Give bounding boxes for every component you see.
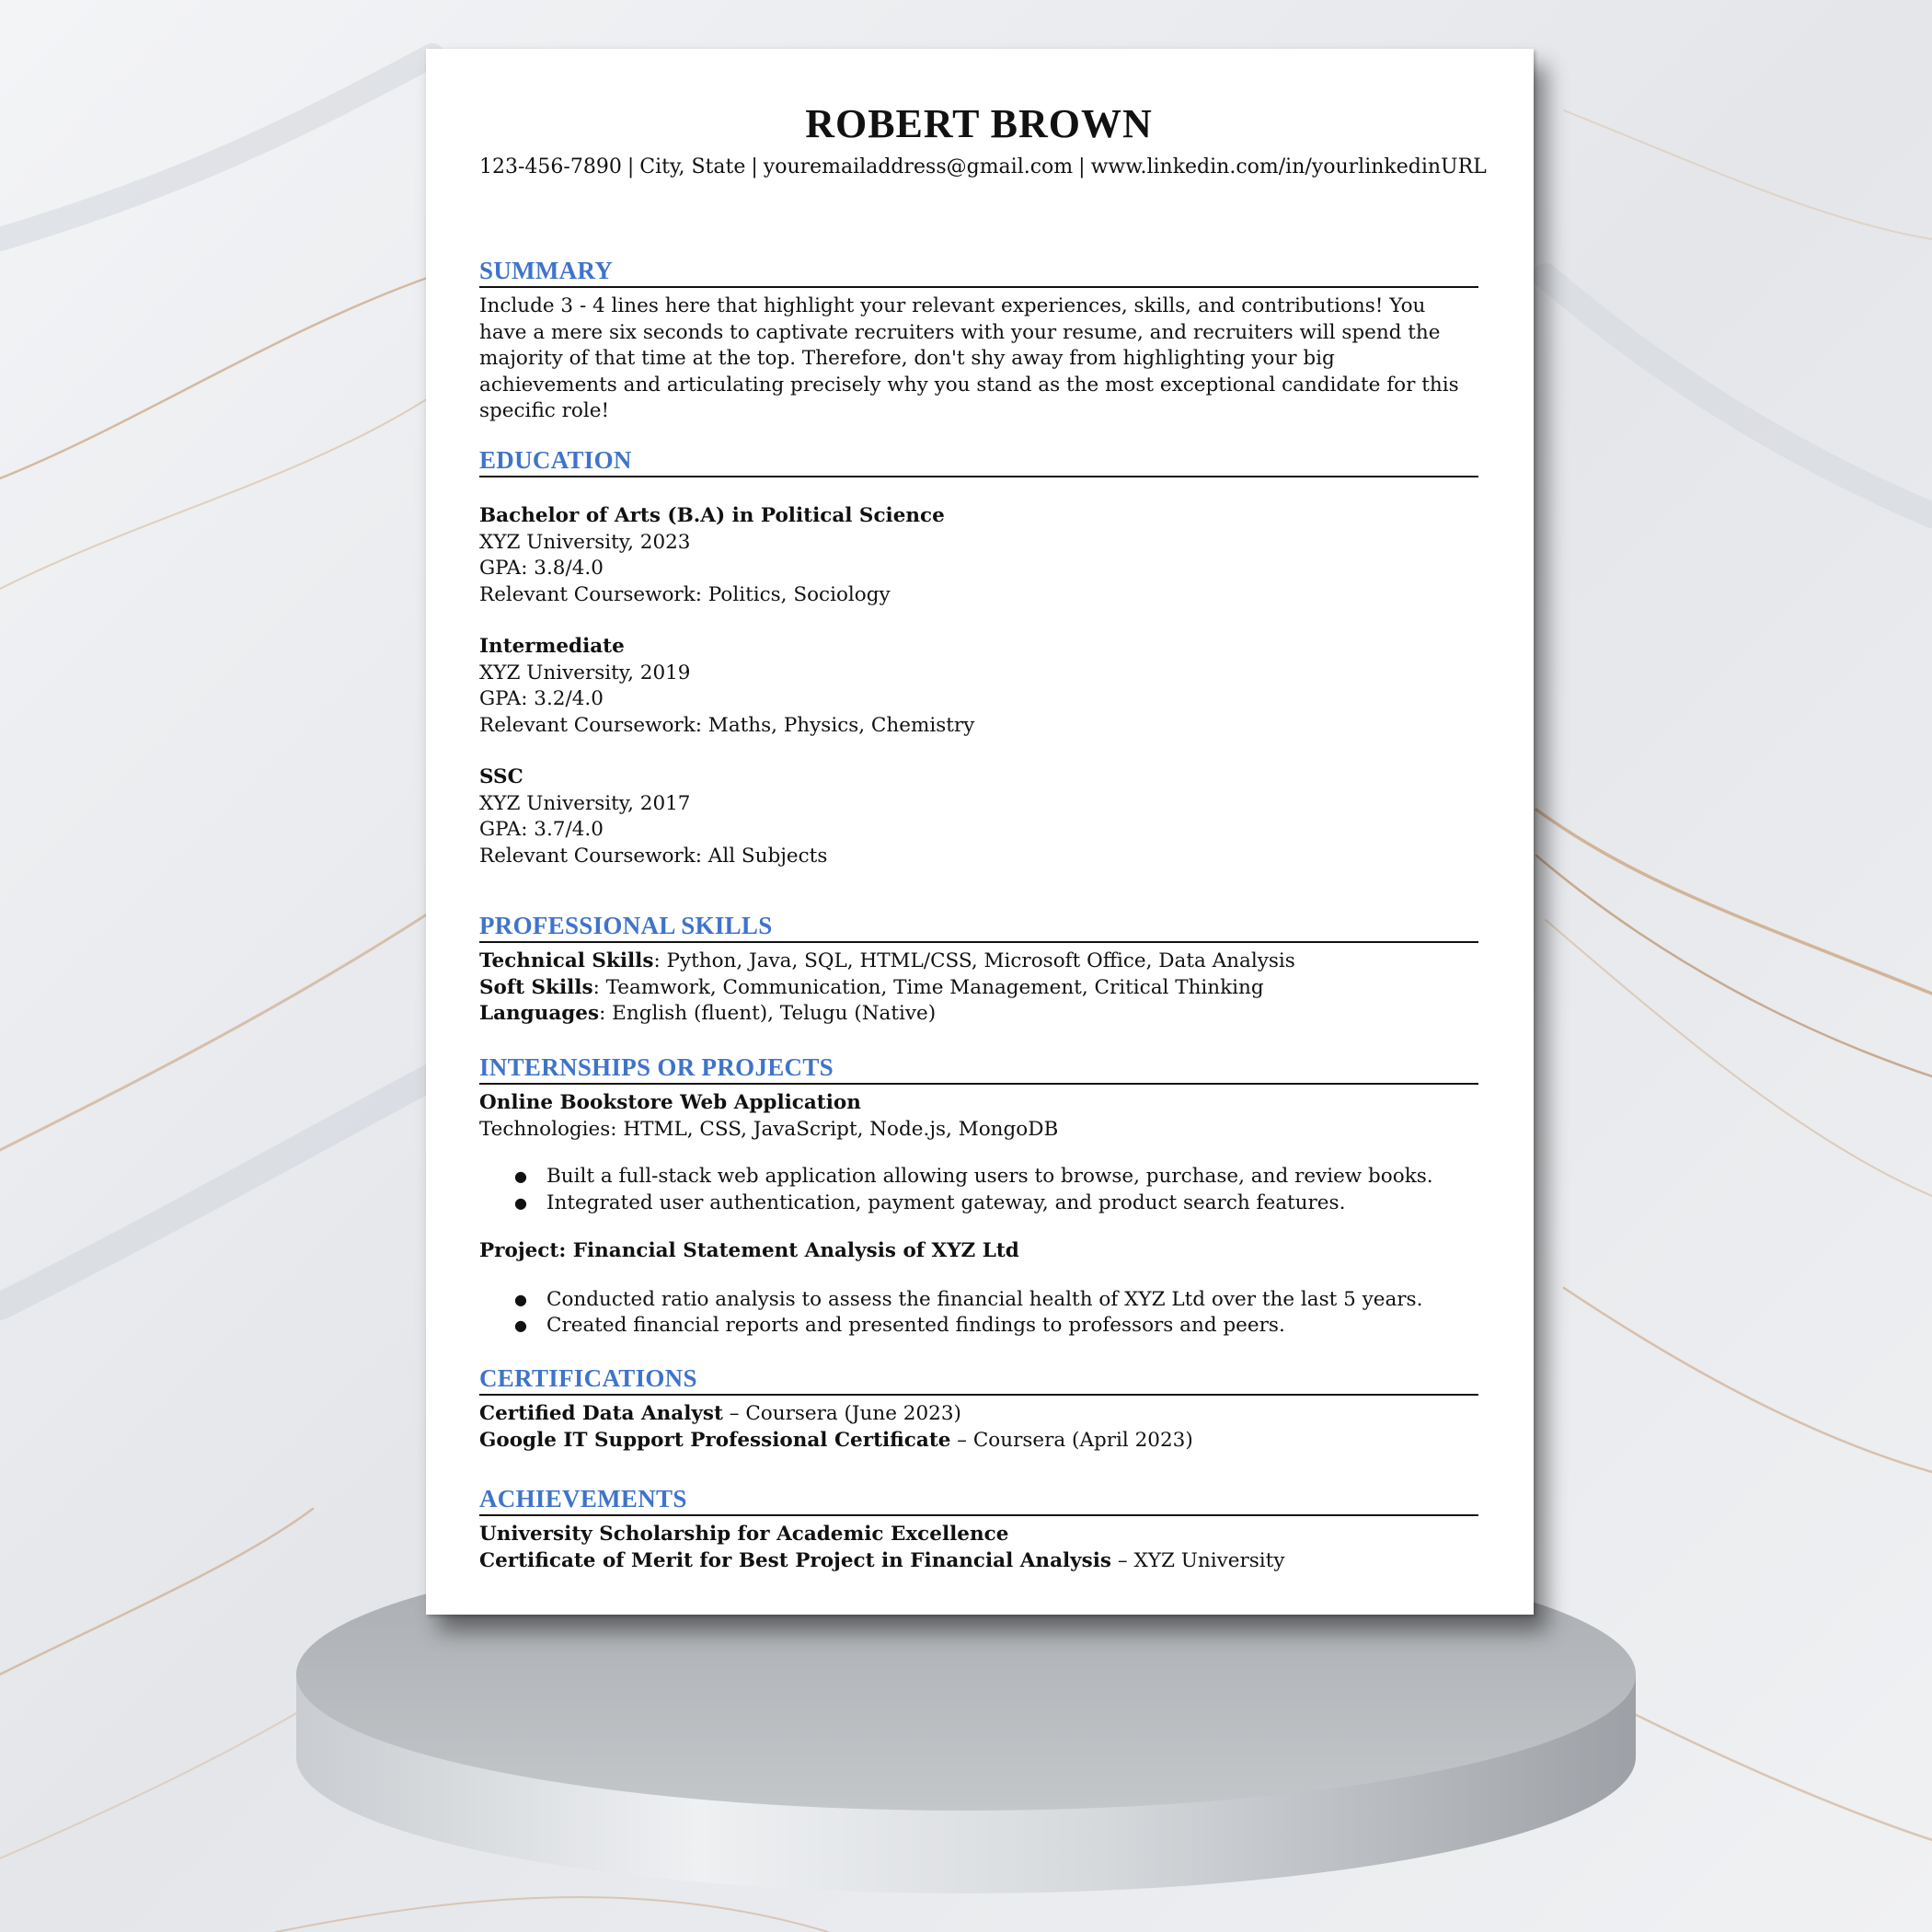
education-gpa: GPA: 3.7/4.0	[479, 818, 604, 841]
project-bullet: ● Integrated user authentication, payment gateway, and product search features.	[479, 1190, 1478, 1217]
education-heading: EDUCATION	[479, 448, 1478, 477]
resume-content	[479, 101, 1487, 1572]
education-gpa: GPA: 3.2/4.0	[479, 687, 604, 710]
skills-list	[479, 949, 1478, 1028]
achievements-list	[479, 1522, 1478, 1574]
education-school: XYZ University, 2023	[479, 530, 691, 554]
contact-separator: |	[751, 155, 758, 178]
project-bullet: ● Created financial reports and presented findings to professors and peers.	[479, 1313, 1478, 1340]
project-bullets	[479, 1164, 1478, 1216]
education-degree: Intermediate	[479, 635, 625, 658]
resume-page	[426, 49, 1534, 1615]
contact-line	[479, 155, 1487, 178]
certifications-section	[479, 1366, 1478, 1454]
achievement-name: University Scholarship for Academic Excellence	[479, 1523, 1009, 1546]
education-coursework: Relevant Coursework: Politics, Sociology	[479, 582, 891, 606]
contact-linkedin: www.linkedin.com/in/yourlinkedinURL	[1090, 155, 1487, 178]
education-coursework: Relevant Coursework: Maths, Physics, Chemistry	[479, 713, 975, 737]
certification-name: Google IT Support Professional Certificate	[479, 1428, 951, 1452]
summary-text: Include 3 - 4 lines here that highlight your relevant experiences, skills, and contributions! You have a mere six seconds to captivate recruiters with your resume, and recruiters will spend the majority of that time at the top. Therefore, don't shy away from highlighting your big achievements and articulating precisely why you stand as the most exceptional candidate for this specific role!	[479, 294, 1459, 422]
contact-separator: |	[627, 155, 635, 178]
skill-row	[479, 1001, 1478, 1028]
skill-value: : English (fluent), Telugu (Native)	[599, 1002, 937, 1025]
contact-email: youremailaddress@gmail.com	[763, 155, 1074, 178]
certification-row	[479, 1401, 1478, 1428]
certification-row	[479, 1428, 1478, 1455]
education-gpa: GPA: 3.8/4.0	[479, 557, 604, 580]
skill-row	[479, 975, 1478, 1002]
achievement-name: Certificate of Merit for Best Project in Financial Analysis	[479, 1548, 1112, 1572]
achievement-row	[479, 1522, 1478, 1548]
projects-section	[479, 1055, 1478, 1340]
education-degree: Bachelor of Arts (B.A) in Political Science	[479, 504, 945, 527]
achievement-detail: – XYZ University	[1111, 1548, 1285, 1572]
project-bullets	[479, 1287, 1478, 1340]
project-bullet: ● Conducted ratio analysis to assess the financial health of XYZ Ltd over the last 5 years.	[479, 1287, 1478, 1314]
education-degree: SSC	[479, 765, 523, 788]
contact-location: City, State	[639, 155, 746, 178]
skill-label: Languages	[479, 1002, 600, 1025]
contact-phone: 123-456-7890	[479, 155, 622, 178]
skill-value: : Teamwork, Communication, Time Management, Critical Thinking	[592, 975, 1264, 999]
skill-label: Technical Skills	[479, 949, 654, 972]
certifications-list	[479, 1401, 1478, 1454]
spacer	[479, 608, 1478, 634]
skill-row	[479, 949, 1478, 975]
certification-name: Certified Data Analyst	[479, 1402, 723, 1425]
project-name: Project: Financial Statement Analysis of XYZ Ltd	[479, 1239, 1019, 1262]
education-school: XYZ University, 2019	[479, 661, 691, 684]
certifications-heading: CERTIFICATIONS	[479, 1366, 1478, 1396]
summary-heading: SUMMARY	[479, 259, 1478, 288]
education-coursework: Relevant Coursework: All Subjects	[479, 844, 828, 868]
certification-issuer: – Coursera (June 2023)	[722, 1402, 961, 1425]
skill-value: : Python, Java, SQL, HTML/CSS, Microsoft Office, Data Analysis	[653, 949, 1295, 972]
education-entry	[479, 634, 1478, 739]
contact-separator: |	[1078, 155, 1086, 178]
skill-label: Soft Skills	[479, 975, 593, 999]
achievement-row	[479, 1548, 1478, 1575]
education-section	[479, 448, 1478, 869]
certification-issuer: – Coursera (April 2023)	[950, 1428, 1193, 1452]
projects-heading: INTERNSHIPS OR PROJECTS	[479, 1055, 1478, 1085]
project-technologies: Technologies: HTML, CSS, JavaScript, Node.js, MongoDB	[479, 1117, 1059, 1141]
skills-section	[479, 914, 1478, 1028]
education-entry	[479, 503, 1478, 608]
skills-heading: PROFESSIONAL SKILLS	[479, 914, 1478, 943]
projects-list	[479, 1090, 1478, 1340]
project-name: Online Bookstore Web Application	[479, 1091, 861, 1114]
spacer	[479, 739, 1478, 765]
education-entry	[479, 765, 1478, 869]
achievements-section	[479, 1487, 1478, 1574]
education-school: XYZ University, 2017	[479, 791, 691, 815]
summary-section	[479, 259, 1478, 425]
project-bullet: ● Built a full-stack web application allowing users to browse, purchase, and review books.	[479, 1164, 1478, 1190]
candidate-name: ROBERT BROWN	[805, 101, 1153, 146]
achievements-heading: ACHIEVEMENTS	[479, 1487, 1478, 1516]
education-list	[479, 503, 1478, 869]
